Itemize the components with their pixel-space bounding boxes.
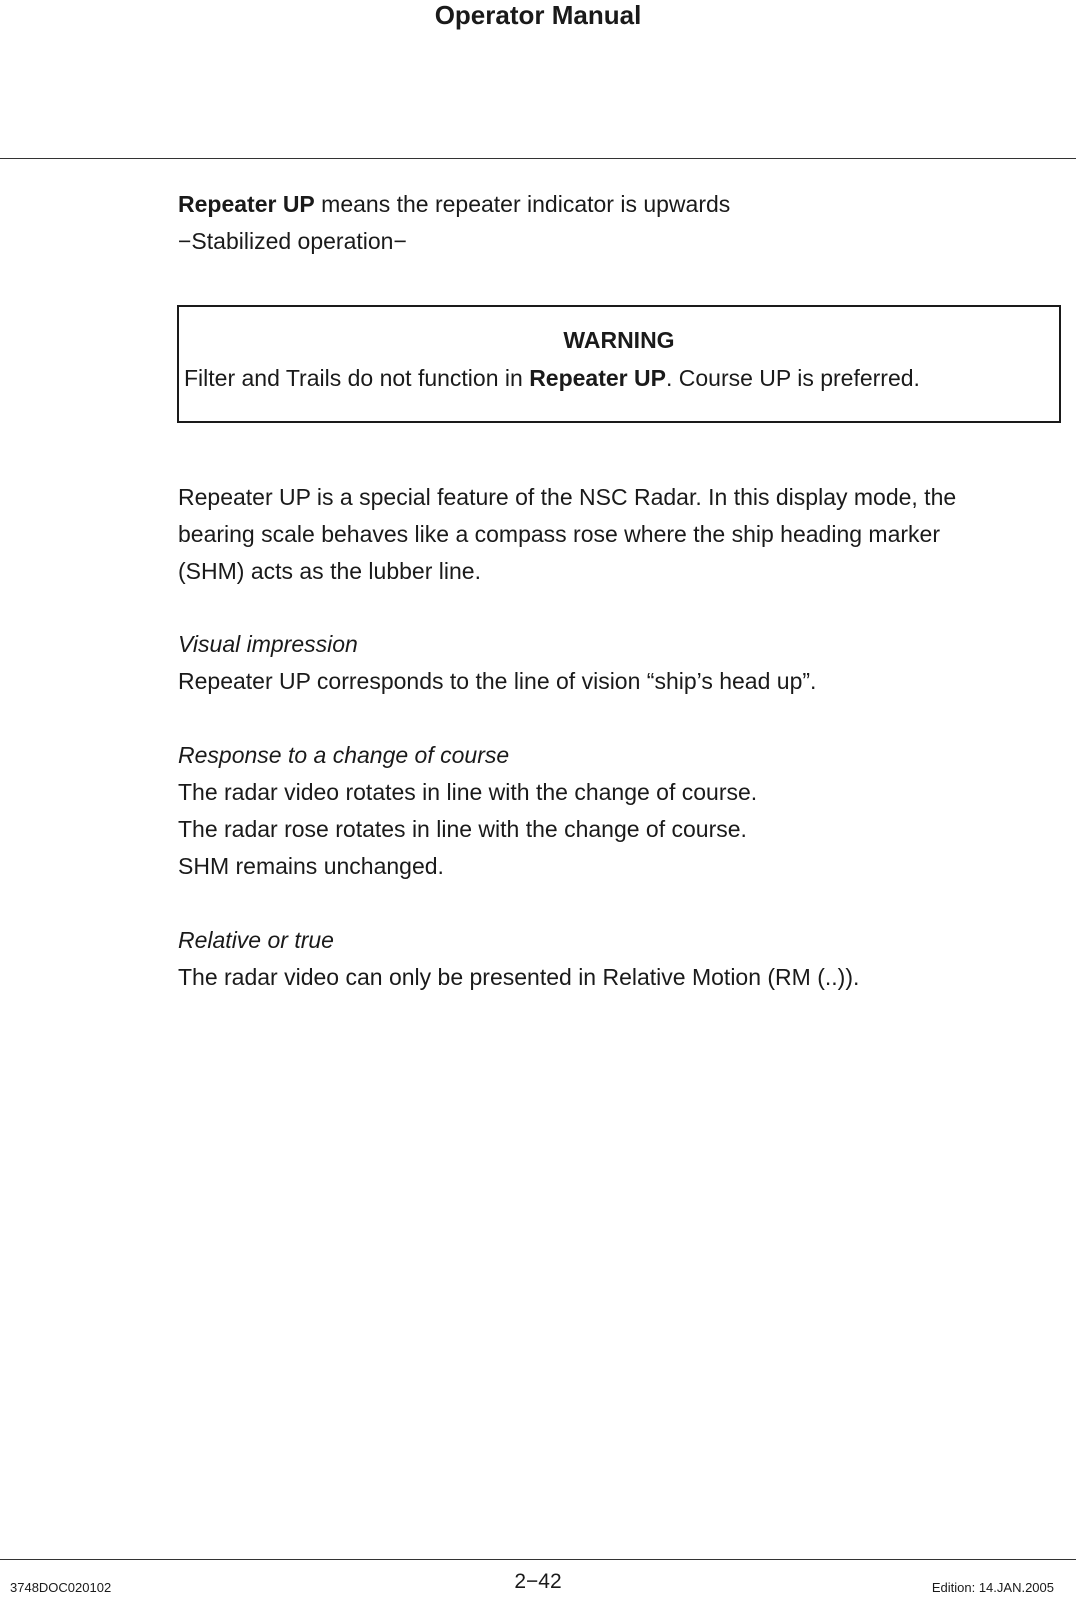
section-line: SHM remains unchanged. (178, 853, 444, 879)
warning-text-after: . Course UP is preferred. (665, 365, 920, 391)
warning-text (184, 363, 920, 393)
warning-text-bold: Repeater UP (529, 365, 666, 391)
description-line: bearing scale behaves like a compass rose where the ship heading marker (178, 521, 940, 547)
section-visual-impression (178, 626, 1058, 700)
section-line: The radar video rotates in line with the change of course. (178, 779, 758, 805)
section-line: The radar video can only be presented in Relative Motion (RM (..)). (178, 964, 860, 990)
section-heading: Response to a change of course (178, 742, 510, 768)
section-line: The radar rose rotates in line with the change of course. (178, 816, 747, 842)
description-line: (SHM) acts as the lubber line. (178, 558, 481, 584)
header-rule (0, 158, 1076, 159)
section-response-to-course-change (178, 737, 1058, 885)
description-line: Repeater UP is a special feature of the NSC Radar. In this display mode, the (178, 484, 957, 510)
section-heading: Relative or true (178, 927, 334, 953)
section-relative-or-true (178, 922, 1058, 996)
description-paragraph (178, 479, 1058, 590)
intro-subtitle: −Stabilized operation− (178, 228, 407, 254)
intro-block (178, 186, 1058, 260)
warning-title: WARNING (563, 327, 675, 353)
intro-lead-bold: Repeater UP (178, 191, 315, 217)
intro-line (178, 186, 1058, 223)
footer-rule (0, 1559, 1076, 1560)
footer-doc-number: 3748DOC020102 (10, 1580, 112, 1595)
warning-text-before: Filter and Trails do not function in (184, 365, 530, 391)
warning-box (177, 305, 1061, 423)
footer-edition: Edition: 14.JAN.2005 (931, 1580, 1054, 1595)
footer-page-number: 2−42 (514, 1570, 562, 1593)
page-header-title: Operator Manual (434, 0, 642, 30)
intro-lead-rest: means the repeater indicator is upwards (314, 191, 731, 217)
section-line: Repeater UP corresponds to the line of vision “ship’s head up”. (178, 668, 817, 694)
section-heading: Visual impression (178, 631, 358, 657)
